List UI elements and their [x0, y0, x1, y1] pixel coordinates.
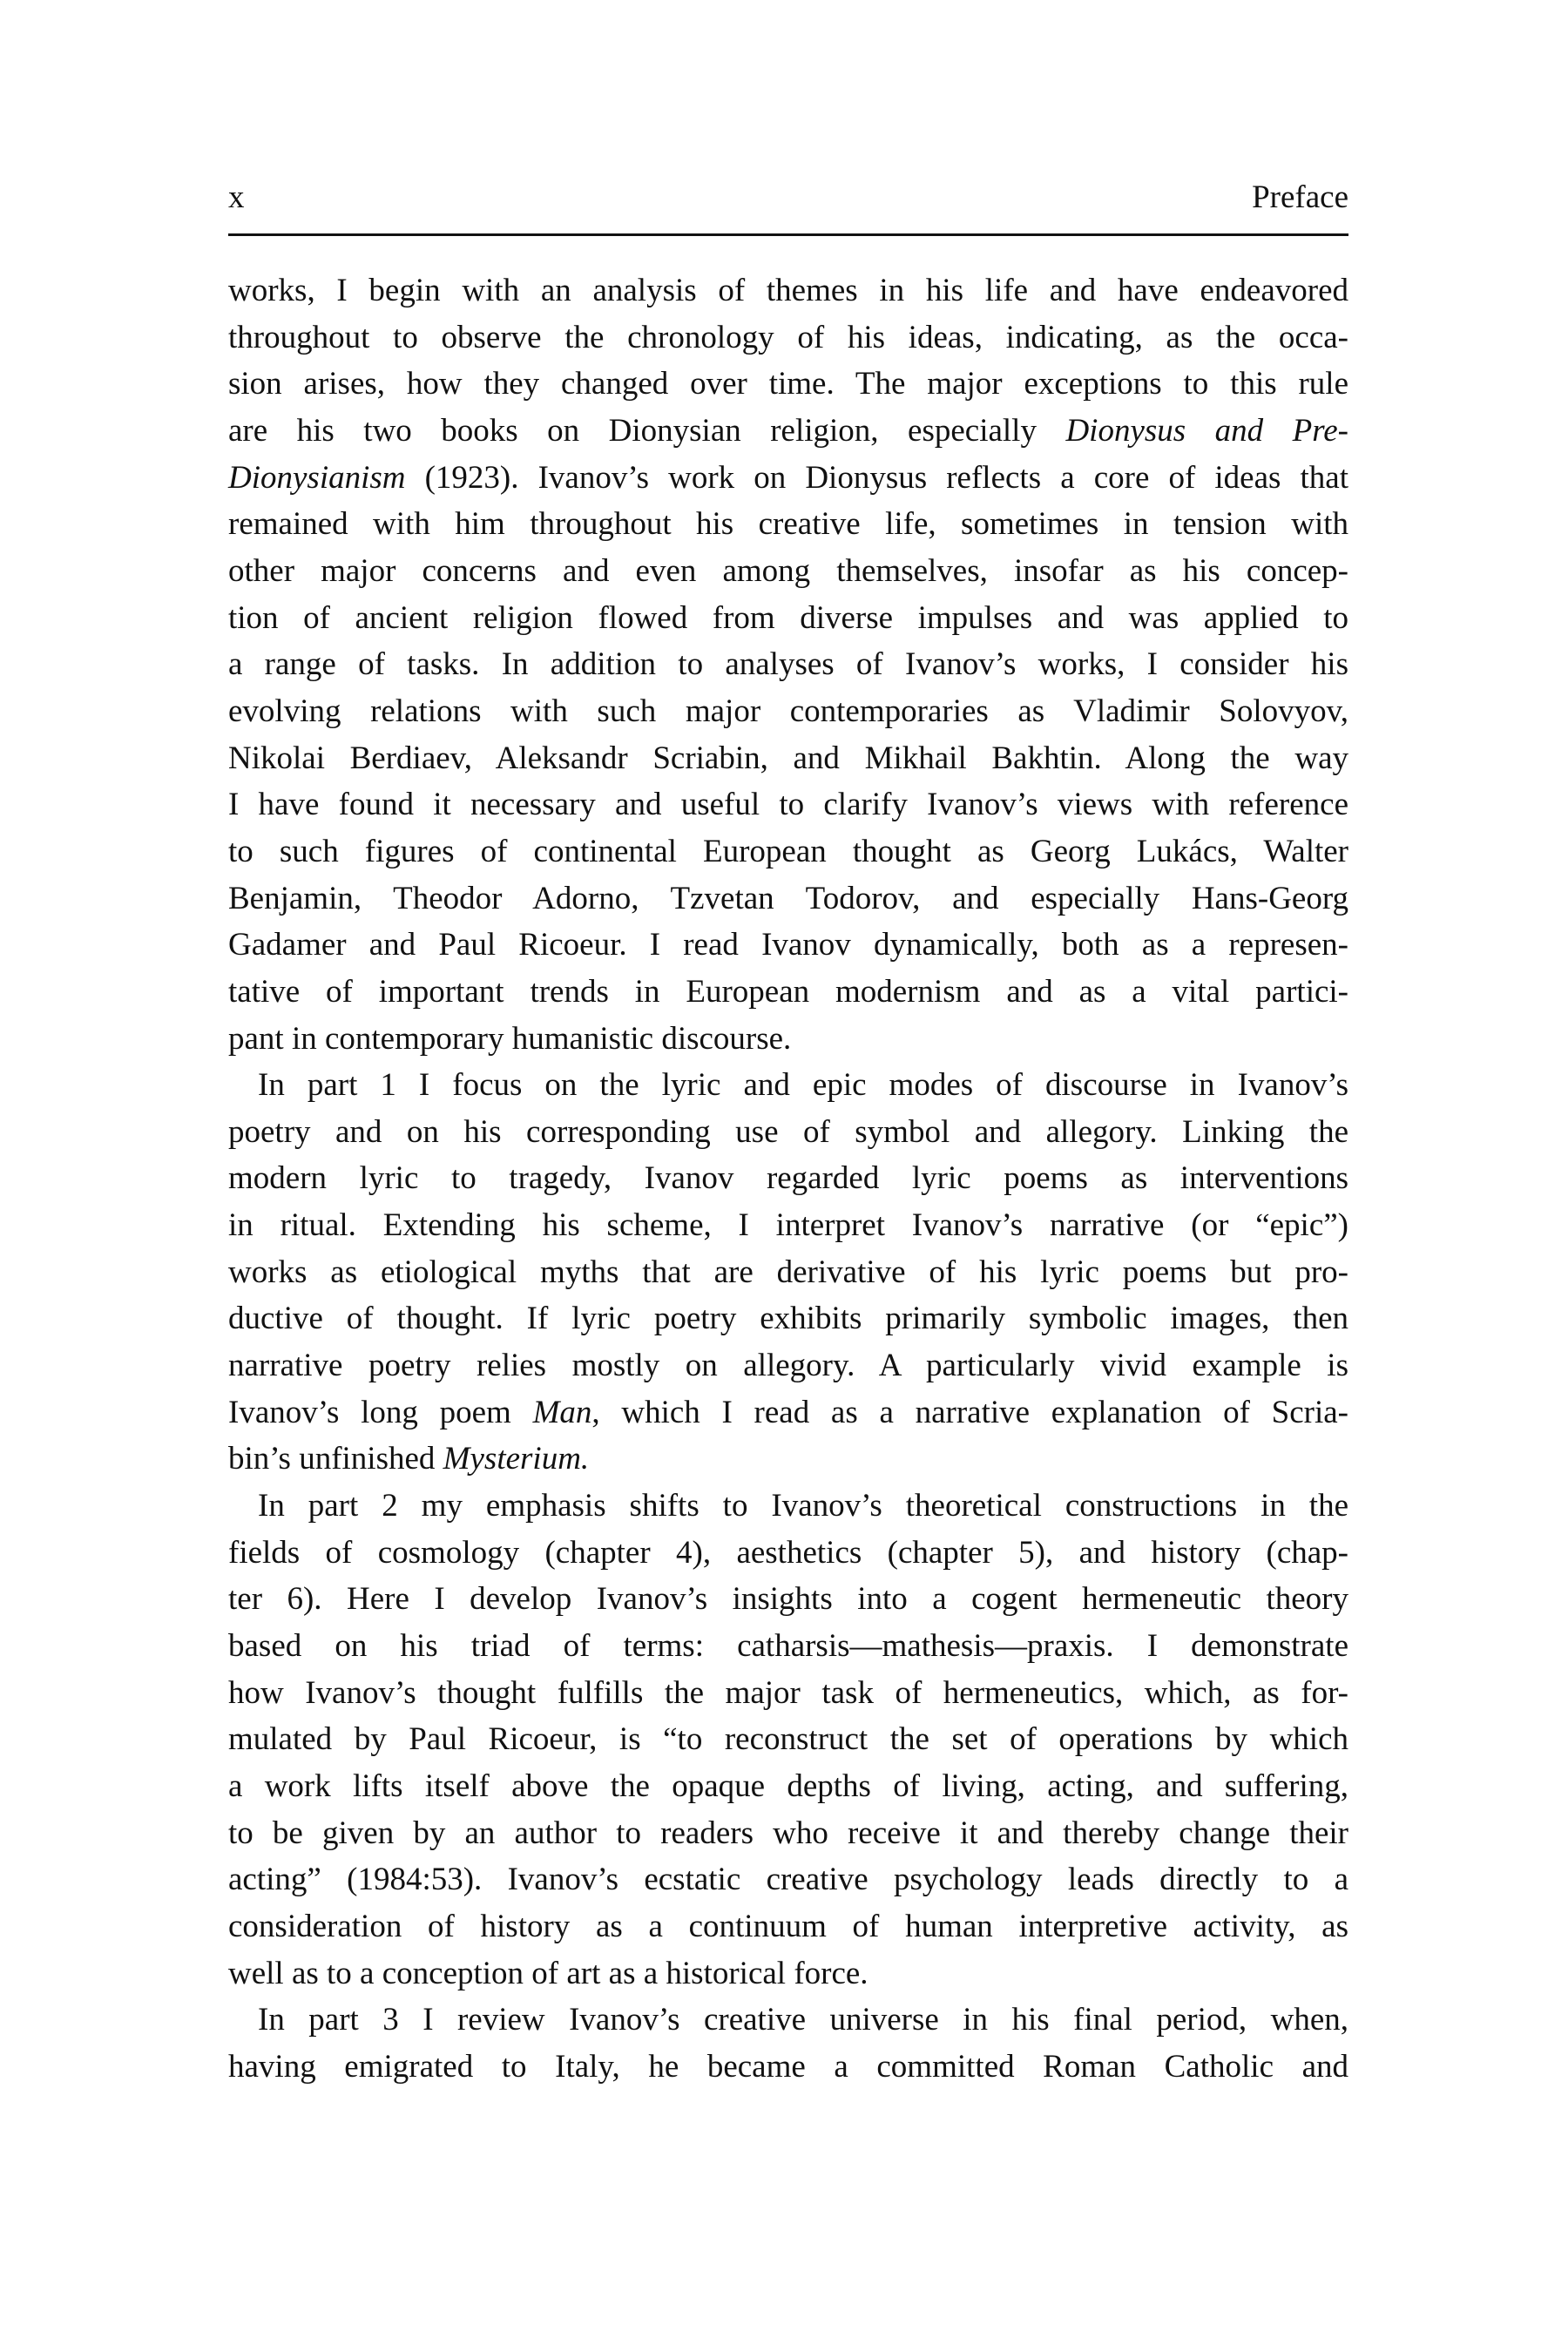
text-line	[228, 1389, 1348, 1436]
text-run: Ivanov’s long poem	[228, 1394, 533, 1430]
text-run: a range of tasks. In addition to analyses of Ivanov’s works, I consider his	[228, 646, 1348, 683]
text-line	[228, 1109, 1348, 1156]
text-run: acting” (1984:53). Ivanov’s ecstatic creative psychology leads directly to a	[228, 1862, 1348, 1898]
text-run: Nikolai Berdiaev, Aleksandr Scriabin, and Mikhail Bakhtin. Along the way	[228, 740, 1348, 776]
text-line	[228, 1810, 1348, 1857]
paragraph	[228, 267, 1348, 1062]
text-line	[228, 1342, 1348, 1389]
text-run: consideration of history as a continuum of human interpretive activity, as	[228, 1908, 1348, 1944]
text-run: works as etiological myths that are derivative of his lyric poems but pro-	[228, 1254, 1348, 1290]
italic-title: Man	[532, 1394, 592, 1430]
text-run: In part 2 my emphasis shifts to Ivanov’s theoretical constructions in the	[258, 1488, 1348, 1524]
running-header	[228, 174, 1348, 221]
text-run: pant in contemporary humanistic discourse.	[228, 1020, 792, 1057]
text-line	[228, 1670, 1348, 1717]
text-line	[228, 1016, 1348, 1063]
text-run: (1923). Ivanov’s work on Dionysus reflects a core of ideas that	[405, 459, 1348, 496]
text-run: remained with him throughout his creative life, sometimes in tension with	[228, 506, 1348, 543]
text-line	[228, 501, 1348, 548]
text-line	[228, 1763, 1348, 1810]
page-number: x	[228, 179, 245, 215]
text-line	[228, 2044, 1348, 2091]
text-run: poetry and on his corresponding use of symbol and allegory. Linking the	[228, 1113, 1348, 1150]
text-run: mulated by Paul Ricoeur, is “to reconstruct the set of operations by which	[228, 1721, 1348, 1758]
text-line	[228, 1436, 1348, 1483]
italic-title: Dionysianism	[228, 459, 406, 496]
text-run: other major concerns and even among themselves, insofar as his concep-	[228, 552, 1348, 589]
header-rule	[228, 233, 1348, 236]
text-line	[228, 548, 1348, 595]
text-run: I have found it necessary and useful to clarify Ivanov’s views with reference	[228, 787, 1348, 823]
text-run: to such figures of continental European thought as Georg Lukács, Walter	[228, 833, 1348, 869]
text-run: ter 6). Here I develop Ivanov’s insights into a cogent hermeneutic theory	[228, 1581, 1348, 1618]
paragraph	[228, 1062, 1348, 1483]
text-line	[228, 875, 1348, 923]
running-title: Preface	[1252, 179, 1348, 215]
text-line	[228, 688, 1348, 735]
text-run: Benjamin, Theodor Adorno, Tzvetan Todorov, and especially Hans-Georg	[228, 880, 1348, 916]
text-line	[228, 735, 1348, 782]
text-run: are his two books on Dionysian religion, especially	[228, 412, 1066, 449]
text-run: works, I begin with an analysis of themes in his life and have endeavored	[228, 273, 1348, 308]
text-run: having emigrated to Italy, he became a committed Roman Catholic and	[228, 2048, 1348, 2085]
text-line	[228, 1623, 1348, 1670]
text-run: Gadamer and Paul Ricoeur. I read Ivanov dynamically, both as a represen-	[228, 927, 1348, 963]
text-line	[228, 408, 1348, 455]
text-line	[228, 1202, 1348, 1249]
text-line	[228, 361, 1348, 408]
italic-title: Mysterium.	[443, 1441, 590, 1477]
text-run: a work lifts itself above the opaque depths of living, acting, and suffering,	[228, 1768, 1348, 1804]
text-line	[228, 1483, 1348, 1530]
text-run: well as to a conception of art as a historical force.	[228, 1955, 868, 1991]
text-run: tative of important trends in European modernism and as a vital partici-	[228, 973, 1348, 1010]
text-run: In part 3 I review Ivanov’s creative universe in his final period, when,	[258, 2002, 1348, 2038]
text-line	[228, 969, 1348, 1016]
text-line	[228, 1950, 1348, 1997]
text-line	[228, 641, 1348, 688]
body-text	[228, 267, 1348, 2091]
text-run: based on his triad of terms: catharsis—mathesis—praxis. I demonstrate	[228, 1628, 1348, 1665]
text-line	[228, 1295, 1348, 1342]
text-run: ductive of thought. If lyric poetry exhibits primarily symbolic images, then	[228, 1301, 1348, 1337]
text-line	[228, 1530, 1348, 1577]
text-line	[228, 1903, 1348, 1950]
text-line	[228, 828, 1348, 875]
text-line	[228, 1062, 1348, 1109]
text-line	[228, 267, 1348, 314]
text-line	[228, 455, 1348, 502]
text-line	[228, 1249, 1348, 1296]
text-line	[228, 781, 1348, 828]
text-line	[228, 314, 1348, 362]
text-run: throughout to observe the chronology of his ideas, indicating, as the occa-	[228, 319, 1348, 355]
text-run: in ritual. Extending his scheme, I interpret Ivanov’s narrative (or “epic”)	[228, 1207, 1348, 1244]
text-run: In part 1 I focus on the lyric and epic modes of discourse in Ivanov’s	[258, 1067, 1348, 1104]
text-run: to be given by an author to readers who receive it and thereby change their	[228, 1815, 1348, 1851]
text-run: bin’s unfinished	[228, 1441, 443, 1477]
text-run: evolving relations with such major contemporaries as Vladimir Solovyov,	[228, 693, 1348, 729]
text-line	[228, 1155, 1348, 1202]
text-run: sion arises, how they changed over time. The major exceptions to this rule	[228, 366, 1348, 402]
paragraph	[228, 1997, 1348, 2090]
text-line	[228, 1716, 1348, 1763]
text-run: how Ivanov’s thought fulfills the major task of hermeneutics, which, as for-	[228, 1674, 1348, 1711]
text-run: fields of cosmology (chapter 4), aesthetics (chapter 5), and history (chap-	[228, 1534, 1348, 1571]
text-line	[228, 1997, 1348, 2044]
text-run: , which I read as a narrative explanation of Scria-	[591, 1394, 1348, 1430]
text-line	[228, 1576, 1348, 1623]
text-line	[228, 922, 1348, 969]
text-run: modern lyric to tragedy, Ivanov regarded lyric poems as interventions	[228, 1160, 1348, 1197]
text-run: tion of ancient religion flowed from diverse impulses and was applied to	[228, 599, 1348, 636]
text-line	[228, 1856, 1348, 1903]
text-run: narrative poetry relies mostly on allegory. A particularly vivid example is	[228, 1348, 1348, 1384]
text-line	[228, 595, 1348, 642]
italic-title: Dionysus and Pre-	[1065, 412, 1349, 449]
paragraph	[228, 1483, 1348, 1997]
